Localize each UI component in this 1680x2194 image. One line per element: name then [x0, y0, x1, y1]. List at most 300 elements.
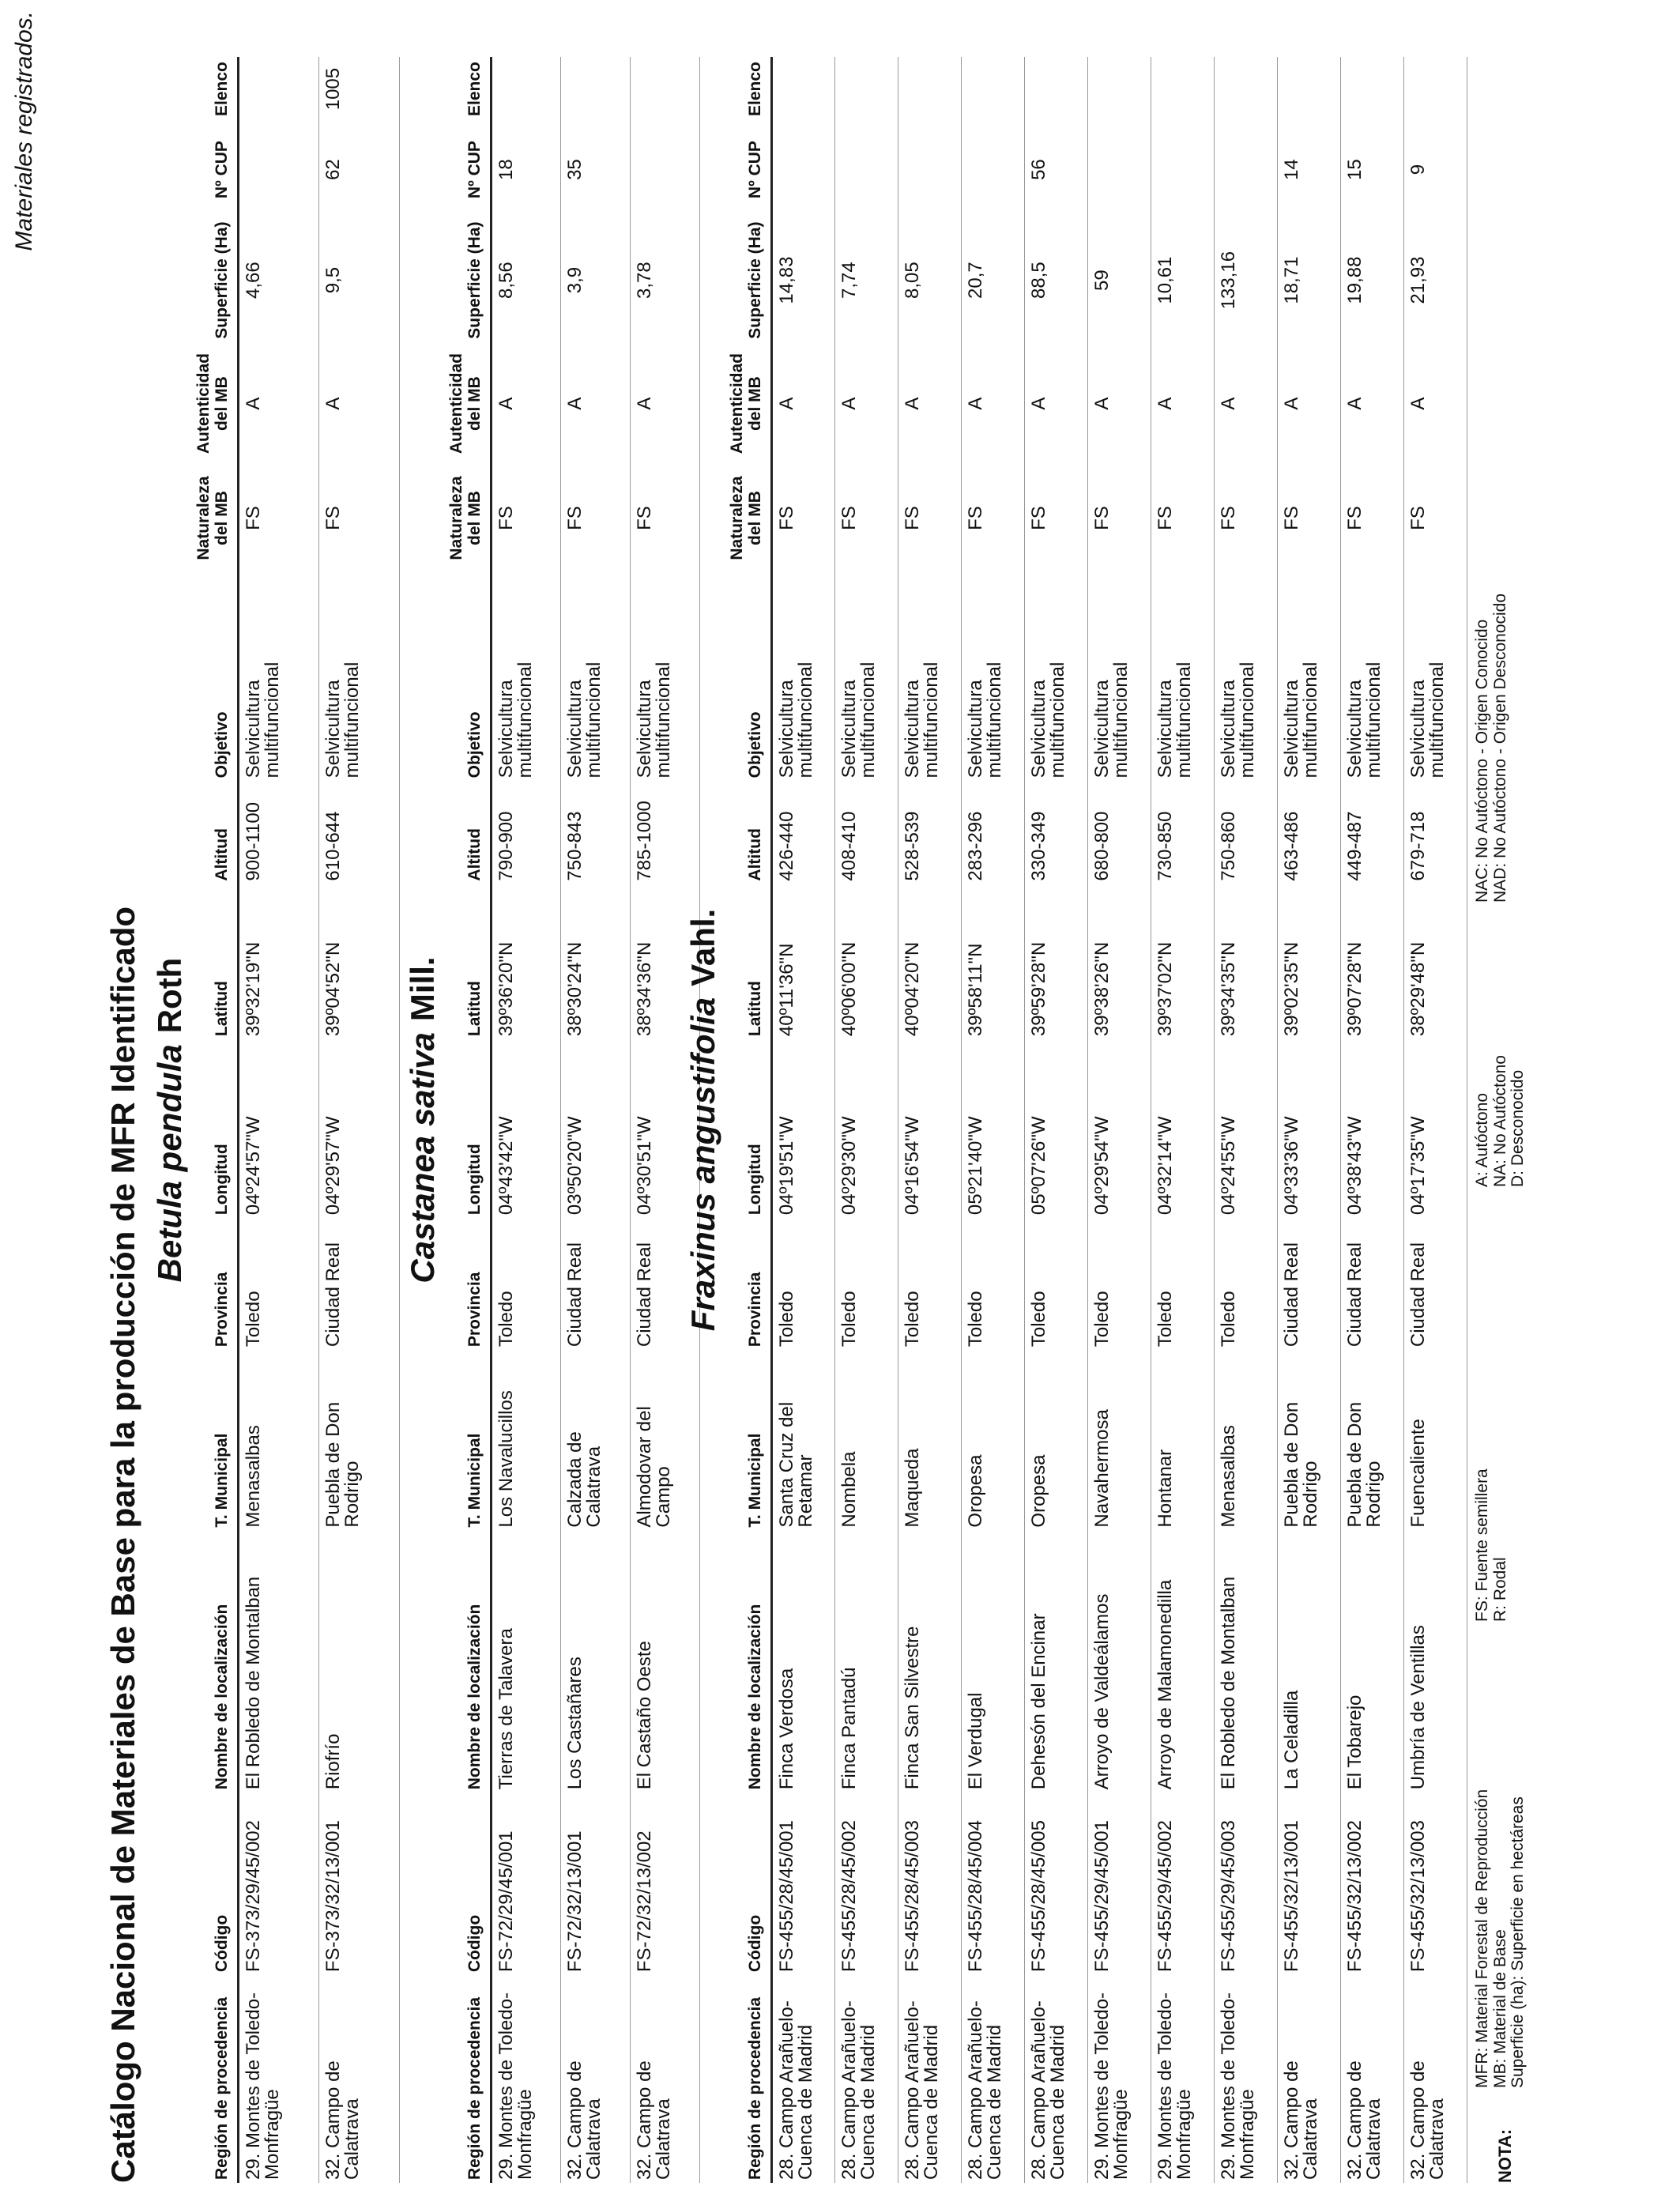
col-code-cell: FS-455/32/13/002: [1341, 1793, 1404, 1975]
col-elenco-cell: 1005: [319, 57, 400, 121]
col-province-cell: Toledo: [772, 1218, 835, 1350]
table-row: [1088, 57, 1151, 2183]
col-elenco-cell: [492, 57, 561, 121]
col-altitude-cell: 426-440: [772, 781, 835, 884]
col-region-cell: 29. Montes de Toledo-Monfragüe: [492, 1975, 561, 2183]
col-province-cell: Ciudad Real: [561, 1218, 631, 1350]
col-location-cell: Finca San Silvestre: [898, 1531, 962, 1793]
col-province-cell: Toledo: [835, 1218, 898, 1350]
table-row: [492, 57, 561, 2183]
col-objective-cell: Selvicultura multifuncional: [1215, 571, 1278, 781]
col-elenco-cell: [1025, 57, 1088, 121]
col-objective-cell: Selvicultura multifuncional: [1404, 571, 1467, 781]
col-code-cell: FS-455/28/45/004: [962, 1793, 1025, 1975]
col-province-cell: Toledo: [962, 1218, 1025, 1350]
col-objective-cell: Selvicultura multifuncional: [1278, 571, 1341, 781]
col-region-cell: 28. Campo Arañuelo-Cuenca de Madrid: [772, 1975, 835, 2183]
col-authenticity-cell: A: [962, 342, 1025, 465]
col-province-cell: Toledo: [1151, 1218, 1215, 1350]
header-col-latitude: Latitud: [727, 884, 772, 1040]
table-row: [898, 57, 962, 2183]
table-row: [319, 57, 400, 2183]
header-col-code: Código: [194, 1793, 239, 1975]
col-longitude-cell: 04º16'54"W: [898, 1039, 962, 1218]
col-latitude-cell: 39º02'35"N: [1278, 884, 1341, 1040]
col-authenticity-cell: A: [835, 342, 898, 465]
col-nature-cell: FS: [319, 465, 400, 571]
col-region-cell: 28. Campo Arañuelo-Cuenca de Madrid: [1025, 1975, 1088, 2183]
col-latitude-cell: 39º36'20"N: [492, 884, 561, 1040]
col-altitude-cell: 730-850: [1151, 781, 1215, 884]
col-region-cell: 29. Montes de Toledo-Monfragüe: [239, 1975, 319, 2183]
col-location-cell: La Celadilla: [1278, 1531, 1341, 1793]
col-nature-cell: FS: [1341, 465, 1404, 571]
col-latitude-cell: 38º34'36"N: [631, 884, 700, 1040]
col-altitude-cell: 750-860: [1215, 781, 1278, 884]
col-municipality-cell: Menasalbas: [1215, 1350, 1278, 1530]
col-latitude-cell: 39º59'28"N: [1025, 884, 1088, 1040]
col-longitude-cell: 04º38'43"W: [1341, 1039, 1404, 1218]
col-municipality-cell: Calzada de Calatrava: [561, 1350, 631, 1530]
col-authenticity-cell: A: [1215, 342, 1278, 465]
section-header-label: Materiales registrados.: [11, 11, 37, 251]
table-row: [1025, 57, 1088, 2183]
header-col-cup: Nº CUP: [727, 121, 772, 218]
col-location-cell: Tierras de Talavera: [492, 1531, 561, 1793]
col-latitude-cell: 39º32'19"N: [239, 884, 319, 1040]
col-location-cell: Arroyo de Malamonedilla: [1151, 1531, 1215, 1793]
header-col-authenticity: Autenticidad del MB: [727, 342, 772, 465]
col-latitude-cell: 38º30'24"N: [561, 884, 631, 1040]
col-province-cell: Toledo: [1025, 1218, 1088, 1350]
col-nature-cell: FS: [239, 465, 319, 571]
col-municipality-cell: Santa Cruz del Retamar: [772, 1350, 835, 1530]
header-col-province: Provincia: [446, 1218, 492, 1350]
col-province-cell: Ciudad Real: [1341, 1218, 1404, 1350]
header-col-municipality: T. Municipal: [446, 1350, 492, 1530]
col-location-cell: Finca Verdosa: [772, 1531, 835, 1793]
col-province-cell: Toledo: [1215, 1218, 1278, 1350]
table-row: [1151, 57, 1215, 2183]
col-province-cell: Ciudad Real: [319, 1218, 400, 1350]
col-authenticity-cell: A: [561, 342, 631, 465]
table-row: [835, 57, 898, 2183]
header-col-surface: Superficie (Ha): [194, 218, 239, 342]
col-location-cell: El Tobarejo: [1341, 1531, 1404, 1793]
species-section-betula: [146, 57, 400, 2183]
col-surface-cell: 133,16: [1215, 218, 1278, 342]
col-objective-cell: Selvicultura multifuncional: [239, 571, 319, 781]
header-col-objective: Objetivo: [446, 571, 492, 781]
table-header-row: [727, 57, 772, 2183]
col-elenco-cell: [772, 57, 835, 121]
col-nature-cell: FS: [631, 465, 700, 571]
col-region-cell: 32. Campo de Calatrava: [1404, 1975, 1467, 2183]
col-municipality-cell: Puebla de Don Rodrigo: [319, 1350, 400, 1530]
col-longitude-cell: 04º30'51"W: [631, 1039, 700, 1218]
col-location-cell: El Robledo de Montalban: [239, 1531, 319, 1793]
col-nature-cell: FS: [1404, 465, 1467, 571]
col-elenco-cell: [1151, 57, 1215, 121]
header-col-altitude: Altitud: [194, 781, 239, 884]
col-longitude-cell: 04º32'14"W: [1151, 1039, 1215, 1218]
table-row: [239, 57, 319, 2183]
col-altitude-cell: 785-1000: [631, 781, 700, 884]
col-surface-cell: 8,56: [492, 218, 561, 342]
col-nature-cell: FS: [835, 465, 898, 571]
col-code-cell: FS-455/29/45/003: [1215, 1793, 1278, 1975]
col-elenco-cell: [561, 57, 631, 121]
col-authenticity-cell: A: [898, 342, 962, 465]
col-authenticity-cell: A: [492, 342, 561, 465]
col-municipality-cell: Almodovar del Campo: [631, 1350, 700, 1530]
notes-column-origin: [1474, 594, 1509, 903]
species-name: Betula pendula: [151, 1044, 188, 1283]
col-location-cell: Finca Pantadú: [835, 1531, 898, 1793]
notes-column-authenticity: [1474, 1055, 1527, 1187]
header-col-cup: Nº CUP: [194, 121, 239, 218]
col-authenticity-cell: A: [1025, 342, 1088, 465]
header-col-cup: Nº CUP: [446, 121, 492, 218]
col-region-cell: 32. Campo de Calatrava: [561, 1975, 631, 2183]
col-cup-cell: 62: [319, 121, 400, 218]
species-name: Fraxinus angustifolia: [684, 997, 721, 1332]
col-objective-cell: Selvicultura multifuncional: [561, 571, 631, 781]
col-surface-cell: 59: [1088, 218, 1151, 342]
col-authenticity-cell: A: [1151, 342, 1215, 465]
col-authenticity-cell: A: [319, 342, 400, 465]
col-municipality-cell: Puebla de Don Rodrigo: [1341, 1350, 1404, 1530]
col-cup-cell: [772, 121, 835, 218]
col-province-cell: Toledo: [1088, 1218, 1151, 1350]
table-row: [1404, 57, 1467, 2183]
col-region-cell: 29. Montes de Toledo-Monfragüe: [1088, 1975, 1151, 2183]
note-line: D: Desconocido: [1509, 1069, 1527, 1187]
col-nature-cell: FS: [898, 465, 962, 571]
col-latitude-cell: 39º37'02"N: [1151, 884, 1215, 1040]
note-line: NAC: No Autóctono - Origen Conocido: [1473, 619, 1491, 903]
col-code-cell: FS-72/29/45/001: [492, 1793, 561, 1975]
col-cup-cell: [1151, 121, 1215, 218]
col-surface-cell: 10,61: [1151, 218, 1215, 342]
col-province-cell: Toledo: [898, 1218, 962, 1350]
col-altitude-cell: 610-644: [319, 781, 400, 884]
col-location-cell: El Robledo de Montalban: [1215, 1531, 1278, 1793]
col-cup-cell: 35: [561, 121, 631, 218]
col-cup-cell: [239, 121, 319, 218]
col-cup-cell: [898, 121, 962, 218]
header-col-province: Provincia: [194, 1218, 239, 1350]
note-line: NAD: No Autóctono - Origen Desconocido: [1490, 593, 1509, 903]
col-objective-cell: Selvicultura multifuncional: [1025, 571, 1088, 781]
col-longitude-cell: 04º29'54"W: [1088, 1039, 1151, 1218]
note-line: MB: Material de Base: [1490, 1929, 1509, 2088]
col-authenticity-cell: A: [631, 342, 700, 465]
col-latitude-cell: 39º07'28"N: [1341, 884, 1404, 1040]
col-municipality-cell: Menasalbas: [239, 1350, 319, 1530]
col-location-cell: El Verdugal: [962, 1531, 1025, 1793]
table-row: [561, 57, 631, 2183]
col-municipality-cell: Oropesa: [962, 1350, 1025, 1530]
species-title: [146, 57, 194, 2183]
col-altitude-cell: 528-539: [898, 781, 962, 884]
col-cup-cell: 15: [1341, 121, 1404, 218]
col-surface-cell: 14,83: [772, 218, 835, 342]
col-authenticity-cell: A: [1278, 342, 1341, 465]
col-cup-cell: [1215, 121, 1278, 218]
col-region-cell: 28. Campo Arañuelo-Cuenca de Madrid: [835, 1975, 898, 2183]
note-line: A: Autóctono: [1473, 1092, 1491, 1187]
header-col-elenco: Elenco: [727, 57, 772, 121]
col-altitude-cell: 463-486: [1278, 781, 1341, 884]
notes-footer: [1474, 57, 1632, 2183]
col-location-cell: Los Castañares: [561, 1531, 631, 1793]
col-cup-cell: [1088, 121, 1151, 218]
col-elenco-cell: [898, 57, 962, 121]
col-objective-cell: Selvicultura multifuncional: [772, 571, 835, 781]
col-altitude-cell: 408-410: [835, 781, 898, 884]
table-header-row: [194, 57, 239, 2183]
col-elenco-cell: [1215, 57, 1278, 121]
species-section-castanea: [399, 57, 700, 2183]
col-municipality-cell: Puebla de Don Rodrigo: [1278, 1350, 1341, 1530]
species-name: Castanea sativa: [404, 1032, 441, 1284]
header-col-surface: Superficie (Ha): [727, 218, 772, 342]
col-municipality-cell: Maqueda: [898, 1350, 962, 1530]
col-objective-cell: Selvicultura multifuncional: [631, 571, 700, 781]
col-province-cell: Ciudad Real: [1278, 1218, 1341, 1350]
col-cup-cell: 9: [1404, 121, 1467, 218]
header-col-longitude: Longitud: [727, 1039, 772, 1218]
col-province-cell: Toledo: [492, 1218, 561, 1350]
col-latitude-cell: 40º06'00"N: [835, 884, 898, 1040]
header-col-nature: Naturaleza del MB: [194, 465, 239, 571]
col-surface-cell: 9,5: [319, 218, 400, 342]
col-elenco-cell: [1278, 57, 1341, 121]
header-col-altitude: Altitud: [446, 781, 492, 884]
col-latitude-cell: 39º58'11"N: [962, 884, 1025, 1040]
col-code-cell: FS-455/32/13/001: [1278, 1793, 1341, 1975]
header-col-latitude: Latitud: [446, 884, 492, 1040]
header-col-elenco: Elenco: [194, 57, 239, 121]
col-cup-cell: [835, 121, 898, 218]
col-cup-cell: 14: [1278, 121, 1341, 218]
col-latitude-cell: 39º34'35"N: [1215, 884, 1278, 1040]
col-authenticity-cell: A: [1341, 342, 1404, 465]
notes-label: NOTA:: [1495, 2128, 1515, 2183]
header-col-region: Región de procedencia: [727, 1975, 772, 2183]
col-altitude-cell: 449-487: [1341, 781, 1404, 884]
note-line: FS: Fuente semillera: [1473, 1468, 1491, 1622]
header-col-code: Código: [727, 1793, 772, 1975]
col-longitude-cell: 04º17'35"W: [1404, 1039, 1467, 1218]
col-cup-cell: 18: [492, 121, 561, 218]
col-authenticity-cell: A: [1088, 342, 1151, 465]
col-nature-cell: FS: [772, 465, 835, 571]
col-code-cell: FS-455/28/45/005: [1025, 1793, 1088, 1975]
note-line: NA: No Autóctono: [1490, 1055, 1509, 1187]
col-surface-cell: 7,74: [835, 218, 898, 342]
note-line: MFR: Material Forestal de Reproducción: [1473, 1789, 1491, 2088]
col-nature-cell: FS: [1088, 465, 1151, 571]
header-col-elenco: Elenco: [446, 57, 492, 121]
col-latitude-cell: 40º11'36"N: [772, 884, 835, 1040]
col-altitude-cell: 900-1100: [239, 781, 319, 884]
col-surface-cell: 3,9: [561, 218, 631, 342]
col-municipality-cell: Navahermosa: [1088, 1350, 1151, 1530]
materials-table: [446, 57, 700, 2183]
col-altitude-cell: 330-349: [1025, 781, 1088, 884]
col-nature-cell: FS: [1215, 465, 1278, 571]
species-title: [399, 57, 446, 2183]
col-code-cell: FS-455/29/45/002: [1151, 1793, 1215, 1975]
table-row: [962, 57, 1025, 2183]
header-col-nature: Naturaleza del MB: [446, 465, 492, 571]
col-region-cell: 28. Campo Arañuelo-Cuenca de Madrid: [962, 1975, 1025, 2183]
header-col-region: Región de procedencia: [446, 1975, 492, 2183]
col-surface-cell: 18,71: [1278, 218, 1341, 342]
col-region-cell: 32. Campo de Calatrava: [319, 1975, 400, 2183]
col-objective-cell: Selvicultura multifuncional: [1151, 571, 1215, 781]
col-region-cell: 32. Campo de Calatrava: [1341, 1975, 1404, 2183]
col-elenco-cell: [962, 57, 1025, 121]
col-surface-cell: 4,66: [239, 218, 319, 342]
header-col-code: Código: [446, 1793, 492, 1975]
notes-column-nature: [1474, 1468, 1509, 1622]
materials-table: [727, 57, 1467, 2183]
col-code-cell: FS-455/28/45/002: [835, 1793, 898, 1975]
species-author: Mill.: [404, 956, 441, 1022]
col-code-cell: FS-373/29/45/002: [239, 1793, 319, 1975]
table-header-row: [446, 57, 492, 2183]
col-region-cell: 28. Campo Arañuelo-Cuenca de Madrid: [898, 1975, 962, 2183]
col-region-cell: 32. Campo de Calatrava: [631, 1975, 700, 2183]
header-col-location: Nombre de localización: [446, 1531, 492, 1793]
note-line: Superficie (ha): Superficie en hectáreas: [1509, 1796, 1527, 2088]
col-longitude-cell: 04º19'51"W: [772, 1039, 835, 1218]
header-col-longitude: Longitud: [194, 1039, 239, 1218]
col-cup-cell: 56: [1025, 121, 1088, 218]
col-authenticity-cell: A: [772, 342, 835, 465]
col-latitude-cell: 38º29'48"N: [1404, 884, 1467, 1040]
col-province-cell: Ciudad Real: [1404, 1218, 1467, 1350]
header-col-province: Provincia: [727, 1218, 772, 1350]
header-col-municipality: T. Municipal: [194, 1350, 239, 1530]
species-author: Roth: [151, 957, 188, 1034]
table-row: [1341, 57, 1404, 2183]
col-code-cell: FS-455/32/13/003: [1404, 1793, 1467, 1975]
col-nature-cell: FS: [1151, 465, 1215, 571]
col-nature-cell: FS: [962, 465, 1025, 571]
col-nature-cell: FS: [1278, 465, 1341, 571]
col-surface-cell: 21,93: [1404, 218, 1467, 342]
table-row: [1215, 57, 1278, 2183]
header-col-location: Nombre de localización: [194, 1531, 239, 1793]
header-col-location: Nombre de localización: [727, 1531, 772, 1793]
col-longitude-cell: 03º50'20"W: [561, 1039, 631, 1218]
col-altitude-cell: 679-718: [1404, 781, 1467, 884]
col-authenticity-cell: A: [239, 342, 319, 465]
col-elenco-cell: [1088, 57, 1151, 121]
col-elenco-cell: [239, 57, 319, 121]
col-altitude-cell: 283-296: [962, 781, 1025, 884]
col-longitude-cell: 04º24'57"W: [239, 1039, 319, 1218]
header-col-authenticity: Autenticidad del MB: [446, 342, 492, 465]
col-municipality-cell: Hontanar: [1151, 1350, 1215, 1530]
col-surface-cell: 8,05: [898, 218, 962, 342]
col-longitude-cell: 04º24'55"W: [1215, 1039, 1278, 1218]
col-province-cell: Toledo: [239, 1218, 319, 1350]
header-col-objective: Objetivo: [727, 571, 772, 781]
col-longitude-cell: 05º21'40"W: [962, 1039, 1025, 1218]
col-code-cell: FS-455/29/45/001: [1088, 1793, 1151, 1975]
col-surface-cell: 20,7: [962, 218, 1025, 342]
notes-column-abbreviations: [1474, 1789, 1527, 2088]
col-municipality-cell: Oropesa: [1025, 1350, 1088, 1530]
col-surface-cell: 88,5: [1025, 218, 1088, 342]
col-code-cell: FS-455/28/45/001: [772, 1793, 835, 1975]
col-province-cell: Ciudad Real: [631, 1218, 700, 1350]
species-author: Vahl.: [684, 908, 721, 986]
col-municipality-cell: Nombela: [835, 1350, 898, 1530]
col-objective-cell: Selvicultura multifuncional: [1341, 571, 1404, 781]
col-objective-cell: Selvicultura multifuncional: [962, 571, 1025, 781]
header-col-latitude: Latitud: [194, 884, 239, 1040]
header-col-nature: Naturaleza del MB: [727, 465, 772, 571]
col-region-cell: 32. Campo de Calatrava: [1278, 1975, 1341, 2183]
col-objective-cell: Selvicultura multifuncional: [492, 571, 561, 781]
col-latitude-cell: 39º04'52"N: [319, 884, 400, 1040]
col-municipality-cell: Fuencaliente: [1404, 1350, 1467, 1530]
col-location-cell: Riofrío: [319, 1531, 400, 1793]
species-title: [680, 57, 727, 2183]
header-col-region: Región de procedencia: [194, 1975, 239, 2183]
col-altitude-cell: 750-843: [561, 781, 631, 884]
table-row: [1278, 57, 1341, 2183]
header-col-municipality: T. Municipal: [727, 1350, 772, 1530]
header-col-altitude: Altitud: [727, 781, 772, 884]
col-latitude-cell: 39º38'26"N: [1088, 884, 1151, 1040]
col-surface-cell: 3,78: [631, 218, 700, 342]
header-col-surface: Superficie (Ha): [446, 218, 492, 342]
col-location-cell: El Castaño Oeste: [631, 1531, 700, 1793]
col-region-cell: 29. Montes de Toledo-Monfragüe: [1151, 1975, 1215, 2183]
header-col-longitude: Longitud: [446, 1039, 492, 1218]
col-location-cell: Dehesón del Encinar: [1025, 1531, 1088, 1793]
col-longitude-cell: 04º29'57"W: [319, 1039, 400, 1218]
col-code-cell: FS-72/32/13/002: [631, 1793, 700, 1975]
col-nature-cell: FS: [1025, 465, 1088, 571]
note-line: R: Rodal: [1490, 1557, 1509, 1622]
col-longitude-cell: 04º33'36"W: [1278, 1039, 1341, 1218]
col-code-cell: FS-72/32/13/001: [561, 1793, 631, 1975]
col-objective-cell: Selvicultura multifuncional: [835, 571, 898, 781]
col-authenticity-cell: A: [1404, 342, 1467, 465]
col-elenco-cell: [835, 57, 898, 121]
col-longitude-cell: 04º43'42"W: [492, 1039, 561, 1218]
header-col-authenticity: Autenticidad del MB: [194, 342, 239, 465]
col-location-cell: Umbría de Ventillas: [1404, 1531, 1467, 1793]
col-latitude-cell: 40º04'20"N: [898, 884, 962, 1040]
col-longitude-cell: 04º29'30"W: [835, 1039, 898, 1218]
col-elenco-cell: [1341, 57, 1404, 121]
col-objective-cell: Selvicultura multifuncional: [1088, 571, 1151, 781]
col-region-cell: 29. Montes de Toledo-Monfragüe: [1215, 1975, 1278, 2183]
col-objective-cell: Selvicultura multifuncional: [898, 571, 962, 781]
col-code-cell: FS-373/32/13/001: [319, 1793, 400, 1975]
page-title: Catálogo Nacional de Materiales de Base para la producción de MFR Identificado: [104, 906, 141, 2183]
col-surface-cell: 19,88: [1341, 218, 1404, 342]
